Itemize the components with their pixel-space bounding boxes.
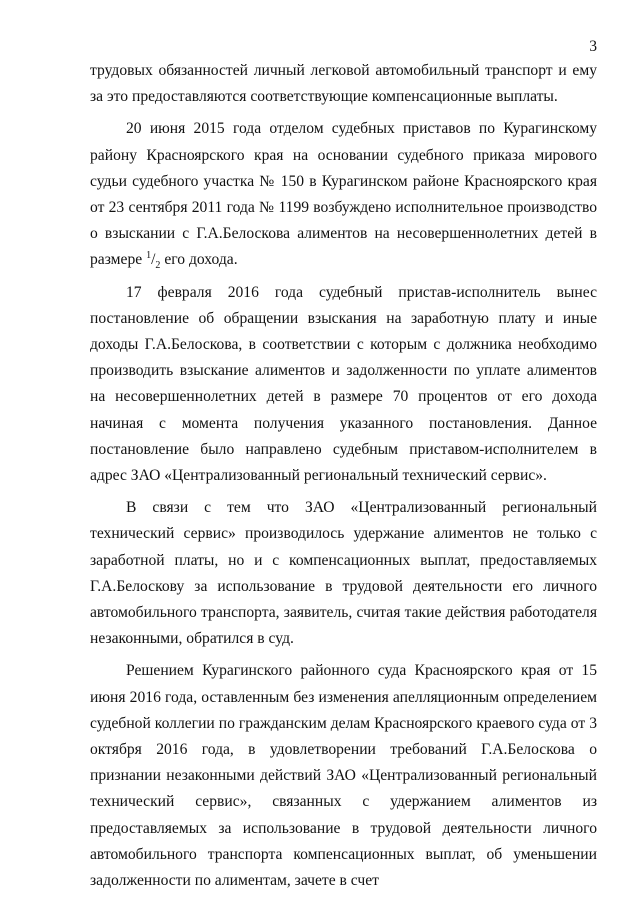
paragraph-bailiff-resolution: 17 февраля 2016 года судебный пристав-исполнитель вынес постановление об обращении взыскания на заработную плату и иные доходы Г.А.Белоскова, в соответствии с которым с должника необходимо производить взыскание алиментов и задолженности по уплате алиментов на несовершеннолетних детей в размере 70 процентов от его дохода начиная с момента получения указанного постановления. Данное постановление было направлено судебным приставом-исполнителем в адрес ЗАО «Централизованный региональный технический сервис». [90, 283, 597, 485]
paragraph-text-after-fraction: его дохода. [160, 251, 238, 269]
paragraph-court-decision: Решением Курагинского районного суда Красноярского края от 15 июня 2016 года, оставленным без изменения апелляционным определением судебной коллегии по гражданским делам Красноярского краевого суда от 3 октября 2016 года, в удовлетворении требований Г.А.Белоскова о признании незаконными действий ЗАО «Централизованный региональный технический сервис», связанных с удержанием алиментов из предоставляемых за использование в трудовой деятельности личного автомобильного транспорта компенсационных выплат, об уменьшении задолженности по алиментам, зачете в счет [90, 662, 597, 890]
fraction-one-half [146, 250, 161, 272]
document-body [90, 58, 597, 894]
paragraph-enforcement-proceedings [90, 116, 597, 273]
fraction-numerator: 1 [146, 250, 152, 262]
paragraph-continued: трудовых обязанностей личный легковой автомобильный транспорт и ему за это предоставляются соответствующие компенсационные выплаты. [90, 62, 597, 106]
page-number: 3 [589, 38, 597, 55]
paragraph-text-before-fraction: 20 июня 2015 года отделом судебных приставов по Курагинскому району Красноярского края на основании судебного приказа мирового судьи судебного участка № 150 в Курагинском районе Красноярского края от 23 сентября 2011 года № 1199 возбуждено исполнительное производство о взыскании с Г.А.Белоскова алиментов на несовершеннолетних детей в размере [90, 120, 597, 269]
fraction-separator: / [151, 251, 156, 269]
paragraph-claim: В связи с тем что ЗАО «Централизованный региональный технический сервис» производилось удержание алиментов не только с заработной платы, но и с компенсационных выплат, предоставляемых Г.А.Белоскову за использование в трудовой деятельности его личного автомобильного транспорта, заявитель, считая такие действия работодателя незаконными, обратился в суд. [90, 499, 597, 648]
fraction-denominator: 2 [155, 260, 161, 272]
